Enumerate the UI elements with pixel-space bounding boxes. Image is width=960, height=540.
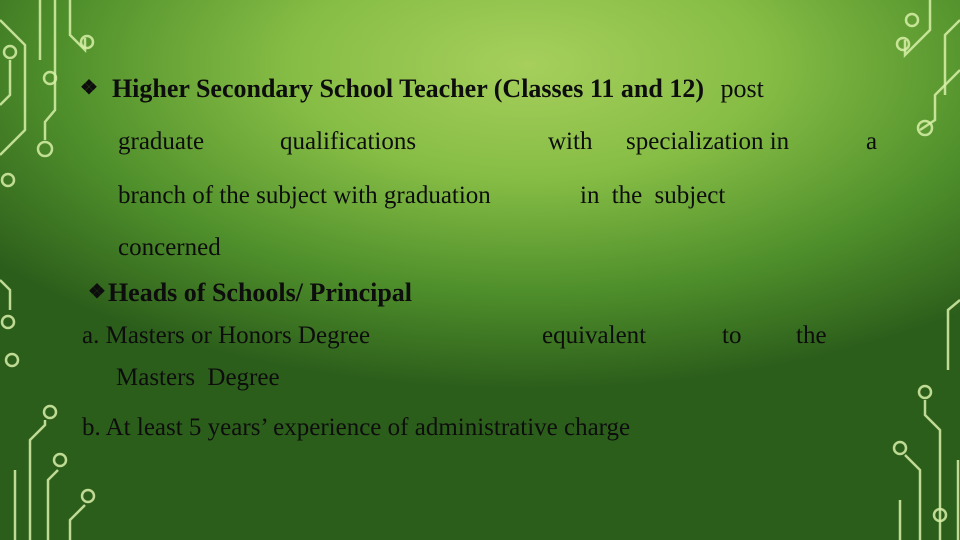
item1-line1 [80,74,764,104]
item1-word-qualifications: qualifications [280,128,417,155]
item2-a-line2: Masters Degree [116,364,280,391]
item1-title: Higher Secondary School Teacher (Classes 11 and 12) [111,74,704,103]
item1-line3-part2: in the subject [580,182,726,209]
item1-word-with: with [548,128,593,155]
diamond-bullet-icon: ❖ [88,281,106,303]
item1-word-graduate: graduate [118,128,205,155]
item2-a-part2: equivalent [542,322,647,349]
item2-a-part1: a. Masters or Honors Degree [82,322,371,349]
item2-heading-line [88,278,412,308]
item1-line3-part1: branch of the subject with graduation [118,182,491,209]
item2-a-part4: the [796,322,827,349]
item1-word-specialization: specialization in [626,128,790,155]
item2-a-part3: to [722,322,742,349]
item1-line4: concerned [118,234,221,261]
item2-heading: Heads of Schools/ Principal [107,278,413,307]
item1-word-a: a [866,128,878,155]
item1-post: post [720,74,764,103]
item2-b-line: b. At least 5 years’ experience of administrative charge [82,414,631,441]
diamond-bullet-icon: ❖ [80,77,98,99]
